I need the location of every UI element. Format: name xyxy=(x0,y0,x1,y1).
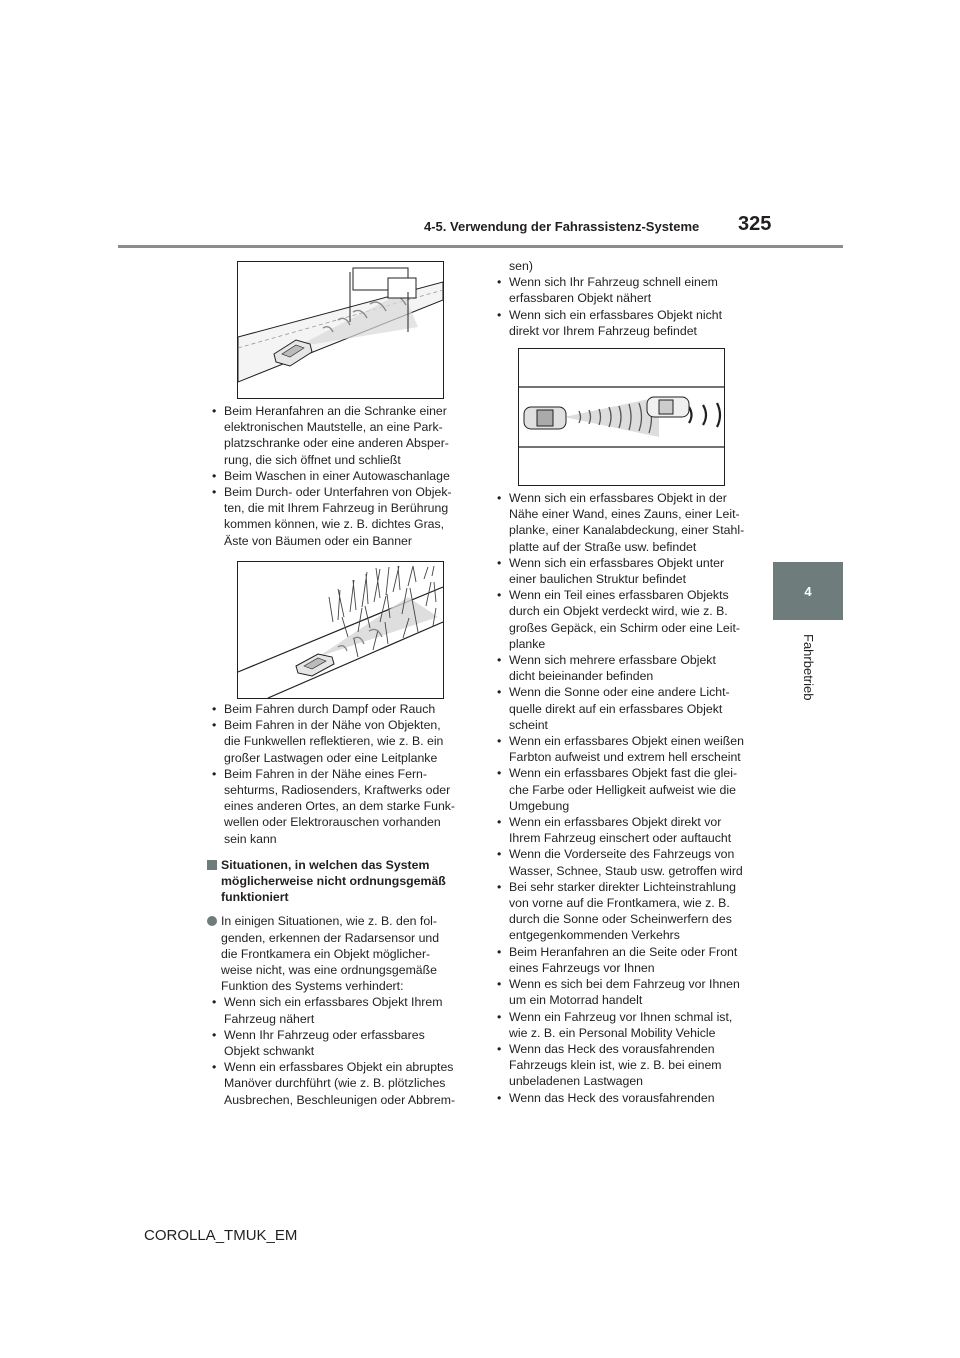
list-item-line: großes Gepäck, ein Schirm oder eine Leit- xyxy=(509,620,741,635)
list-item xyxy=(492,976,762,1008)
list-item-line: sehturms, Radiosenders, Kraftwerks oder xyxy=(224,783,451,798)
list-item-line: Wenn es sich bei dem Fahrzeug vor Ihnen xyxy=(509,977,740,992)
list-item xyxy=(492,1041,762,1090)
car-shape xyxy=(296,654,334,676)
list-item xyxy=(492,652,762,684)
list-item-continuation: sen) xyxy=(509,259,533,273)
list-item-line: Wenn sich ein erfassbares Objekt in der xyxy=(509,491,727,505)
section-heading xyxy=(207,857,469,906)
illustration-offset-vehicle xyxy=(518,348,725,486)
list-item-line: Wenn ein erfassbares Objekt fast die glei- xyxy=(509,766,738,781)
paragraph-circle-icon xyxy=(207,916,217,926)
list-item-line: Wenn ein erfassbares Objekt ein abruptes xyxy=(224,1060,454,1075)
list-item-line: entgegenkommenden Verkehrs xyxy=(509,928,680,943)
list-item-line: direkt vor Ihrem Fahrzeug befindet xyxy=(509,323,697,338)
list-item-line: Beim Fahren in der Nähe eines Fern- xyxy=(224,766,427,781)
list-item-line: Wenn sich ein erfassbares Objekt nicht xyxy=(509,307,723,322)
list-item-line: elektronischen Mautstelle, an eine Park- xyxy=(224,420,443,435)
list-item-line: Farbton aufweist und extrem hell erscheint xyxy=(509,750,741,765)
list-item xyxy=(207,717,469,766)
chapter-number: 4 xyxy=(804,583,812,599)
list-item-line: Umgebung xyxy=(509,798,570,813)
list-item-line: scheint xyxy=(509,717,548,732)
document-code: COROLLA_TMUK_EM xyxy=(144,1227,298,1244)
list-item xyxy=(207,1059,469,1108)
list-item-line: Nähe einer Wand, eines Zauns, einer Leit- xyxy=(509,507,740,522)
right-column-top xyxy=(492,258,762,339)
list-item-line: Wenn die Sonne oder eine andere Licht- xyxy=(509,685,730,700)
list-item xyxy=(492,587,762,652)
list-item-line: Bei sehr starker direkter Lichteinstrahlung xyxy=(509,879,736,894)
target-car-shape xyxy=(647,397,689,417)
text-line: Situationen, in welchen das System xyxy=(221,857,430,872)
list-item-line: Wenn sich Ihr Fahrzeug schnell einem xyxy=(509,275,718,290)
list-item xyxy=(492,1090,762,1106)
list-item-line: die Funkwellen reflektieren, wie z. B. ein xyxy=(224,734,444,749)
list-item xyxy=(492,274,762,306)
list-item xyxy=(207,701,469,717)
list-item-line: Wenn das Heck des vorausfahrenden xyxy=(509,1041,715,1056)
list-item xyxy=(492,490,762,555)
list-item-line: kommen können, wie z. B. dichtes Gras, xyxy=(224,517,445,532)
page-number: 325 xyxy=(738,213,772,235)
list-item-line: wellen oder Elektrorauschen vorhanden xyxy=(224,815,441,830)
list-item-line: Wenn ein erfassbares Objekt direkt vor xyxy=(509,815,722,830)
list-item xyxy=(492,1009,762,1041)
list-item-line: Beim Waschen in einer Autowaschanlage xyxy=(224,468,450,483)
list-item xyxy=(207,403,469,468)
list-item-line: einer baulichen Struktur befindet xyxy=(509,572,687,587)
list-item xyxy=(492,814,762,846)
list-item xyxy=(492,879,762,944)
intro-paragraph xyxy=(207,913,469,994)
list-item-line: Fahrzeug nähert xyxy=(224,1011,315,1026)
chapter-tab[interactable] xyxy=(773,562,843,620)
list-item-line: Ihrem Fahrzeug einschert oder auftaucht xyxy=(509,831,732,846)
text-line: Funktion des Systems verhindert: xyxy=(221,979,404,994)
list-item-line: planke, einer Kanalabdeckung, einer Stahl- xyxy=(509,523,745,538)
list-item-line: Fahrzeugs klein ist, wie z. B. bei einem xyxy=(509,1058,722,1073)
list-item-line: dicht beieinander befinden xyxy=(509,669,654,684)
list-item xyxy=(207,1027,469,1059)
toll-gate-drawing xyxy=(238,262,443,398)
list-item-line: durch die Sonne oder Scheinwerfern des xyxy=(509,912,732,927)
list-item-line: Beim Fahren durch Dampf oder Rauch xyxy=(224,702,436,716)
list-item xyxy=(492,684,762,733)
list-item-line: Wenn ein erfassbares Objekt einen weißen xyxy=(509,734,744,749)
list-item xyxy=(492,555,762,587)
offset-vehicle-drawing xyxy=(519,349,724,485)
list-item-line: rung, die sich öffnet und schließt xyxy=(224,452,401,467)
section-title: 4-5. Verwendung der Fahrassistenz-Systeme xyxy=(424,219,700,234)
list-item-line: Objekt schwankt xyxy=(224,1044,315,1059)
list-item xyxy=(207,766,469,847)
list-item xyxy=(492,307,762,339)
list-item-line: Beim Heranfahren an die Seite oder Front xyxy=(509,944,738,959)
left-bullets-1 xyxy=(207,403,469,549)
list-item-line: großer Lastwagen oder eine Leitplanke xyxy=(224,750,438,765)
list-item-line: ten, die mit Ihrem Fahrzeug in Berührung xyxy=(224,501,449,516)
list-item xyxy=(492,944,762,976)
list-item-line: Manöver durchführt (wie z. B. plötzliches xyxy=(224,1076,446,1091)
list-item-line: Wenn ein Fahrzeug vor Ihnen schmal ist, xyxy=(509,1009,733,1024)
list-item-line: quelle direkt auf ein erfassbares Objekt xyxy=(509,701,723,716)
list-item-line: Wenn Ihr Fahrzeug oder erfassbares xyxy=(224,1027,425,1042)
list-item-line: wie z. B. ein Personal Mobility Vehicle xyxy=(509,1025,716,1040)
list-item-line: um ein Motorrad handelt xyxy=(509,993,643,1008)
list-item-line: che Farbe oder Helligkeit aufweist wie die xyxy=(509,782,736,797)
list-item-line: Wenn sich ein erfassbares Objekt unter xyxy=(509,555,725,570)
chapter-title: Fahrbetrieb xyxy=(801,634,816,701)
list-item xyxy=(492,765,762,814)
list-item-line: durch ein Objekt verdeckt wird, wie z. B. xyxy=(509,604,728,619)
list-item-line: erfassbaren Objekt nähert xyxy=(509,291,652,306)
text-line: möglicherweise nicht ordnungsgemäß xyxy=(221,874,446,889)
list-item-line: Ausbrechen, Beschleunigen oder Abbrem- xyxy=(224,1092,456,1107)
text-line: die Frontkamera ein Objekt möglicher- xyxy=(221,946,431,961)
list-item-line: eines anderen Ortes, an dem starke Funk- xyxy=(224,799,456,814)
list-item-line: eines Fahrzeugs vor Ihnen xyxy=(509,960,655,975)
list-item-line: Beim Fahren in der Nähe von Objekten, xyxy=(224,718,441,733)
left-column-main xyxy=(207,701,469,1108)
list-item-line: Wasser, Schnee, Staub usw. getroffen wird xyxy=(509,863,743,878)
text-line: In einigen Situationen, wie z. B. den fol- xyxy=(221,914,438,929)
right-column-main xyxy=(492,490,762,1106)
header-divider xyxy=(118,245,843,248)
list-item-line: von vorne auf die Frontkamera, wie z. B. xyxy=(509,896,730,911)
list-item-line: Beim Durch- oder Unterfahren von Objek- xyxy=(224,485,452,500)
text-line: weise nicht, was eine ordnungsgemäße xyxy=(221,963,438,978)
text-line: funktioniert xyxy=(221,890,289,905)
illustration-tall-grass xyxy=(237,561,444,699)
list-item-line: platzschranke oder eine anderen Absper- xyxy=(224,436,449,451)
list-item-line: Wenn die Vorderseite des Fahrzeugs von xyxy=(509,847,735,862)
illustration-toll-gate xyxy=(237,261,444,399)
list-item-line: Beim Heranfahren an die Schranke einer xyxy=(224,404,447,418)
heading-square-icon xyxy=(207,860,217,870)
list-item-line: Wenn das Heck des vorausfahrenden xyxy=(509,1090,715,1105)
text-line: genden, erkennen der Radarsensor und xyxy=(221,930,440,945)
list-item xyxy=(207,468,469,484)
list-item-line: planke xyxy=(509,636,546,651)
list-item-line: Wenn sich mehrere erfassbare Objekt xyxy=(509,653,716,668)
list-item-line: sein kann xyxy=(224,831,277,846)
own-car-shape xyxy=(524,407,566,429)
list-item-line: unbeladenen Lastwagen xyxy=(509,1074,644,1089)
list-item-line: platte auf der Straße usw. befindet xyxy=(509,539,697,554)
list-item xyxy=(492,846,762,878)
list-item-line: Wenn ein Teil eines erfassbaren Objekts xyxy=(509,588,729,603)
list-item xyxy=(207,994,469,1026)
list-item xyxy=(492,733,762,765)
tall-grass-drawing xyxy=(238,562,443,698)
list-item xyxy=(207,484,469,549)
list-item-line: Wenn sich ein erfassbares Objekt Ihrem xyxy=(224,995,443,1010)
list-item-line: Äste von Bäumen oder ein Banner xyxy=(224,533,412,548)
